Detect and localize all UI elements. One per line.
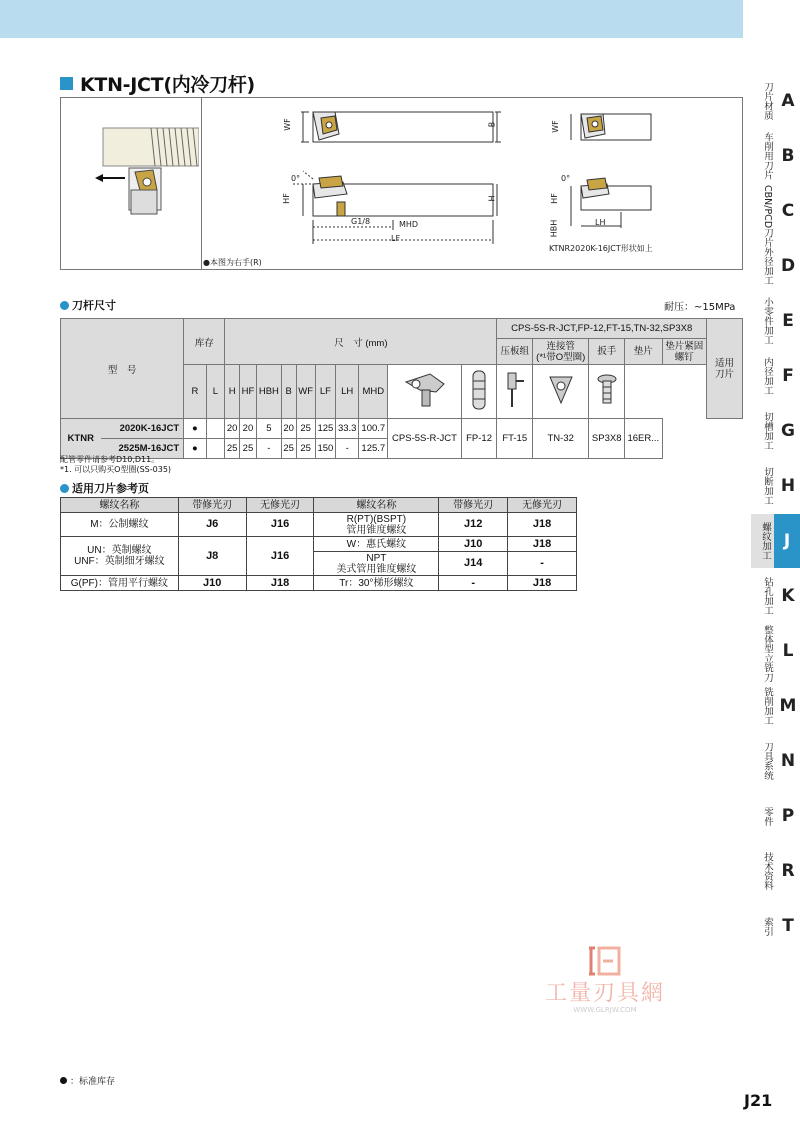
label-lf: LF — [391, 234, 401, 243]
thread-name: NPT 美式管用锥度螺纹 — [314, 552, 439, 576]
part-screw: SP3X8 — [589, 419, 625, 459]
wrench-icon — [497, 365, 533, 419]
tab-letter: K — [781, 586, 795, 606]
tab-letter: C — [781, 201, 795, 221]
th-part-screw: 垫片紧固 螺钉 — [662, 339, 706, 365]
tab-letter: M — [779, 696, 797, 716]
tab-e[interactable] — [751, 294, 800, 348]
tab-d[interactable] — [751, 239, 800, 293]
tab-letter: L — [782, 641, 794, 661]
label-wf: WF — [282, 118, 292, 131]
insert-ref-table — [60, 497, 577, 591]
tab-label: 内径加工 — [762, 357, 773, 395]
figure-divider — [201, 98, 202, 269]
ref-value[interactable]: - — [471, 576, 475, 589]
ref-value[interactable]: J6 — [206, 518, 219, 530]
tab-label: 技术资料 — [762, 852, 773, 890]
cell-mhd: 125.7 — [359, 439, 388, 459]
thread-name: M：公制螺纹 — [61, 513, 179, 537]
tab-letter: N — [780, 751, 796, 771]
label-hf-small: HF — [549, 193, 559, 204]
cell-hf: 20 — [239, 419, 256, 439]
part-shim: TN-32 — [533, 419, 589, 459]
tab-letter: F — [782, 366, 794, 386]
part-pipe: FP-12 — [461, 419, 497, 459]
th-stock: 库存 — [184, 319, 225, 365]
label-wf-small: WF — [550, 120, 560, 133]
tab-letter: D — [780, 256, 796, 276]
tab-letter: R — [781, 861, 795, 881]
ref-link[interactable] — [508, 552, 577, 576]
figure-note: ●本图为右手(R) — [203, 258, 262, 267]
ref-link[interactable] — [508, 576, 577, 591]
ref-link[interactable] — [178, 513, 246, 537]
th-nowiper2: 无修光刃 — [508, 498, 577, 513]
model-cell: 2020K-16JCT — [101, 419, 184, 439]
stock-r: ● — [184, 439, 206, 459]
tab-letter: P — [781, 806, 795, 826]
ref-section-title — [60, 480, 149, 496]
label-b: B — [487, 121, 497, 128]
ref-value[interactable]: J10 — [463, 537, 483, 550]
ref-section-text: 适用刀片参考页 — [72, 482, 149, 495]
tab-label: 切断加工 — [762, 467, 773, 505]
holder-section-title — [60, 297, 116, 313]
tab-letter: H — [780, 476, 796, 496]
tab-m[interactable] — [751, 679, 800, 733]
cell-b: 20 — [281, 419, 296, 439]
label-angle-small: 0° — [561, 174, 571, 183]
cell-b: 25 — [281, 439, 296, 459]
top-banner — [0, 0, 743, 38]
label-mhd: MHD — [399, 220, 419, 229]
tab-label: 整体型立铣刀 — [762, 625, 773, 682]
th-model: 型 号 — [61, 319, 184, 419]
note-oring: *1. 可以只购买O型圈(SS-035) — [60, 465, 172, 474]
stock-dot-icon — [60, 1077, 67, 1084]
tab-label: 切槽加工 — [762, 412, 773, 450]
th-hbh: HBH — [256, 365, 281, 419]
tab-p[interactable] — [751, 789, 800, 843]
cell-h: 20 — [225, 419, 240, 439]
watermark — [530, 944, 680, 1024]
label-angle: 0° — [291, 174, 301, 183]
tab-label: 螺纹加工 — [760, 522, 771, 560]
cell-hbh: 5 — [256, 419, 281, 439]
th-thread: 螺纹名称 — [61, 498, 179, 513]
holder-drawing-main — [273, 102, 503, 252]
cell-mhd: 100.7 — [359, 419, 388, 439]
tab-h[interactable] — [751, 459, 800, 513]
th-insert: 适用 刀片 — [707, 319, 743, 419]
shape-note: KTNR2020K-16JCT形状如上 — [549, 244, 653, 253]
watermark-url: WWW.GLRJW.COM — [573, 1006, 637, 1014]
ref-value[interactable]: J10 — [203, 576, 222, 589]
th-dims: 尺 寸 (mm) — [225, 319, 497, 365]
cell-wf: 25 — [296, 419, 315, 439]
ref-value[interactable]: J16 — [270, 518, 290, 530]
th-wiper: 带修光刃 — [178, 498, 246, 513]
th-part-pipe: 连接管 (*¹带O型圈) — [533, 339, 589, 365]
ref-link[interactable] — [508, 537, 577, 552]
th-lf: LF — [315, 365, 335, 419]
tab-letter: T — [782, 916, 794, 936]
tab-label: 刀具系统 — [762, 742, 773, 780]
tab-letter: B — [781, 146, 795, 166]
th-r: R — [184, 365, 206, 419]
cell-lh: - — [336, 439, 359, 459]
page-number: J21 — [744, 1091, 773, 1110]
ref-link[interactable] — [508, 513, 577, 537]
cell-hf: 25 — [239, 439, 256, 459]
th-hf: HF — [239, 365, 256, 419]
th-mhd: MHD — [359, 365, 388, 419]
ref-value[interactable]: J16 — [270, 549, 290, 562]
ref-link[interactable] — [246, 576, 314, 591]
thread-name: R(PT)(BSPT) 管用锥度螺纹 — [314, 513, 439, 537]
label-lh-small: LH — [595, 218, 606, 227]
tab-label: 零件 — [762, 806, 773, 826]
page-title — [60, 70, 255, 97]
cell-lh: 33.3 — [336, 419, 359, 439]
threading-illustration — [91, 120, 199, 232]
ref-link[interactable] — [178, 576, 246, 591]
ref-value[interactable]: - — [540, 557, 544, 569]
note-pipe: 配管零件请参考D10,D11。 — [60, 455, 160, 464]
ref-link[interactable] — [246, 513, 314, 537]
ref-value[interactable]: J8 — [206, 549, 219, 562]
th-wf: WF — [296, 365, 315, 419]
tab-f[interactable] — [751, 349, 800, 403]
tab-label: 钻孔加工 — [762, 577, 773, 615]
bullet-icon — [60, 484, 69, 493]
tab-r[interactable] — [751, 844, 800, 898]
cell-hbh: - — [256, 439, 281, 459]
watermark-logo-icon — [585, 944, 625, 978]
th-h: H — [225, 365, 240, 419]
ref-value[interactable]: J14 — [463, 557, 483, 569]
tab-label: 外径加工 — [762, 247, 773, 285]
cell-wf: 25 — [296, 439, 315, 459]
tab-g[interactable] — [751, 404, 800, 458]
thread-name: W：惠氏螺纹 — [314, 537, 439, 552]
th-part-shim: 垫片 — [625, 339, 663, 365]
part-clamp: CPS-5S-R-JCT — [388, 419, 461, 459]
th-b: B — [281, 365, 296, 419]
label-g18: G1/8 — [351, 217, 371, 226]
holder-table — [60, 318, 743, 459]
cell-lf: 150 — [315, 439, 335, 459]
tab-n[interactable] — [751, 734, 800, 788]
ref-value[interactable]: J18 — [270, 576, 290, 589]
tab-label: 车削用刀片 — [762, 132, 773, 180]
ref-value[interactable]: J12 — [463, 518, 483, 530]
pipe-icon — [461, 365, 497, 419]
thread-name: Tr：30°梯形螺纹 — [314, 576, 439, 591]
tab-a[interactable] — [751, 74, 800, 128]
cell-h: 25 — [225, 439, 240, 459]
th-wiper2: 带修光刃 — [439, 498, 508, 513]
pressure-note: 耐压：~15MPa — [664, 302, 736, 313]
ref-link[interactable] — [439, 552, 508, 576]
label-hf: HF — [281, 193, 291, 204]
title-text: KTN-JCT(内冷刀杆) — [80, 74, 255, 96]
tab-c[interactable] — [751, 184, 800, 248]
tab-label: 索引 — [762, 916, 773, 936]
shim-icon — [533, 365, 589, 419]
stock-r: ● — [184, 419, 206, 439]
label-hbh-small: HBH — [549, 219, 559, 238]
tab-t[interactable] — [751, 899, 800, 953]
ref-value[interactable]: J18 — [532, 518, 552, 530]
tab-letter: A — [781, 91, 795, 111]
holder-section-text: 刀杆尺寸 — [72, 299, 116, 312]
th-lh: LH — [336, 365, 359, 419]
watermark-text: 工量刃具網 — [544, 981, 665, 1006]
series-cell: KTNR — [61, 419, 101, 459]
tab-label: 刀片材质 — [762, 82, 773, 120]
th-parts: CPS-5S-R-JCT,FP-12,FT-15,TN-32,SP3X8 — [497, 319, 707, 339]
model-cell: 2525M-16JCT — [101, 439, 184, 459]
bullet-icon — [60, 301, 69, 310]
ref-link[interactable] — [439, 576, 508, 591]
tab-b[interactable] — [751, 129, 800, 183]
title-square-icon — [60, 77, 73, 90]
th-part-clamp: 压板组 — [497, 339, 533, 365]
th-thread2: 螺纹名称 — [314, 498, 439, 513]
insert-cell: 16ER... — [625, 419, 663, 459]
tab-letter: G — [781, 421, 795, 441]
ref-link[interactable] — [439, 513, 508, 537]
ref-value[interactable]: J18 — [532, 537, 552, 550]
th-part-wrench: 扳手 — [589, 339, 625, 365]
stock-l — [206, 419, 225, 439]
tab-label: CBN/PCD刀片 — [762, 185, 773, 248]
part-wrench: FT-15 — [497, 419, 533, 459]
cell-lf: 125 — [315, 419, 335, 439]
tab-l[interactable] — [751, 624, 800, 682]
clamp-set-icon — [388, 365, 461, 419]
ref-link[interactable] — [439, 537, 508, 552]
thread-name: UN：英制螺纹 UNF：英制细牙螺纹 — [61, 537, 179, 576]
stock-l — [206, 439, 225, 459]
ref-link[interactable] — [178, 537, 246, 576]
tab-label: 铣削加工 — [762, 687, 773, 725]
tab-letter: E — [782, 311, 794, 331]
th-l: L — [206, 365, 225, 419]
legend-text: ：标准库存 — [70, 1077, 116, 1087]
legend — [60, 1074, 115, 1087]
notes — [60, 455, 171, 475]
holder-drawing-small — [551, 102, 661, 242]
tab-label: 小零件加工 — [762, 297, 773, 345]
ref-value[interactable]: J18 — [532, 576, 552, 589]
tab-k[interactable] — [751, 569, 800, 623]
thread-name: G(PF)：管用平行螺纹 — [61, 576, 179, 591]
label-h: H — [487, 195, 497, 202]
ref-link[interactable] — [246, 537, 314, 576]
th-nowiper: 无修光刃 — [246, 498, 314, 513]
tab-j[interactable] — [751, 514, 800, 568]
tab-letter: J — [774, 514, 800, 568]
shim-screw-icon — [589, 365, 625, 419]
figure-box — [60, 97, 743, 270]
